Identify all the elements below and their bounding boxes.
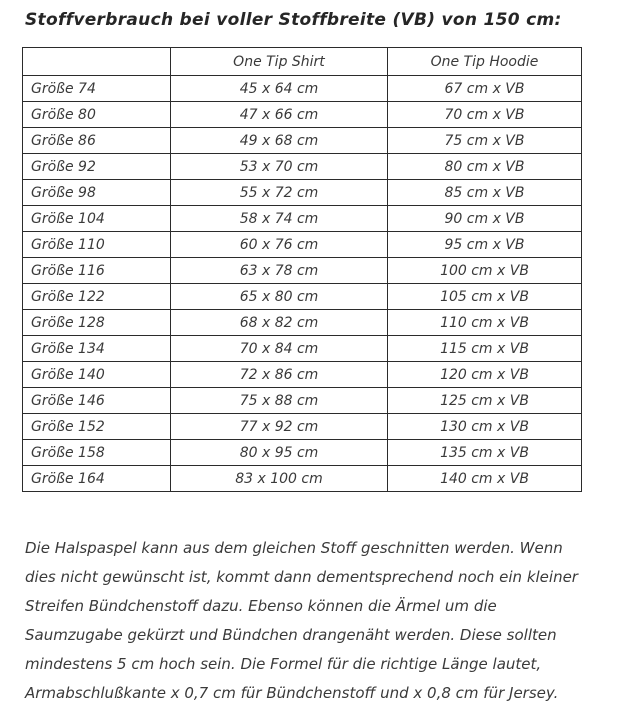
shirt-cell: 83 x 100 cm (171, 466, 388, 492)
size-cell: Größe 110 (23, 232, 171, 258)
hoodie-cell: 75 cm x VB (388, 128, 582, 154)
size-cell: Größe 128 (23, 310, 171, 336)
size-cell: Größe 158 (23, 440, 171, 466)
shirt-cell: 55 x 72 cm (171, 180, 388, 206)
fabric-consumption-table (22, 47, 582, 492)
hoodie-cell: 140 cm x VB (388, 466, 582, 492)
hoodie-cell: 95 cm x VB (388, 232, 582, 258)
notes-paragraph: Die Halspaspel kann aus dem gleichen Stoff geschnitten werden. Wenn dies nicht gewünscht ist, kommt dann dementsprechend noch ein kleiner Streifen Bündchenstoff dazu. Ebenso können die Ärmel um die Saumzugabe gekürzt und Bündchen drangenäht werden. Diese sollten mindestens 5 cm hoch sein. Die Formel für die richtige Länge lautet, Armabschlußkante x 0,7 cm für Bündchenstoff und x 0,8 cm für Jersey. (25, 539, 578, 702)
shirt-cell: 60 x 76 cm (171, 232, 388, 258)
table-row (23, 258, 582, 284)
shirt-cell: 49 x 68 cm (171, 128, 388, 154)
size-cell: Größe 116 (23, 258, 171, 284)
shirt-cell: 68 x 82 cm (171, 310, 388, 336)
hoodie-cell: 120 cm x VB (388, 362, 582, 388)
shirt-cell: 70 x 84 cm (171, 336, 388, 362)
table-row (23, 336, 582, 362)
table-row (23, 440, 582, 466)
hoodie-cell: 85 cm x VB (388, 180, 582, 206)
table-row (23, 206, 582, 232)
size-cell: Größe 140 (23, 362, 171, 388)
hoodie-cell: 90 cm x VB (388, 206, 582, 232)
column-header-shirt: One Tip Shirt (171, 48, 388, 76)
shirt-cell: 45 x 64 cm (171, 76, 388, 102)
table-row (23, 310, 582, 336)
hoodie-cell: 130 cm x VB (388, 414, 582, 440)
table-row (23, 102, 582, 128)
shirt-cell: 47 x 66 cm (171, 102, 388, 128)
table-row (23, 154, 582, 180)
column-header-size (23, 48, 171, 76)
size-cell: Größe 152 (23, 414, 171, 440)
shirt-cell: 77 x 92 cm (171, 414, 388, 440)
hoodie-cell: 115 cm x VB (388, 336, 582, 362)
shirt-cell: 80 x 95 cm (171, 440, 388, 466)
size-cell: Größe 86 (23, 128, 171, 154)
hoodie-cell: 100 cm x VB (388, 258, 582, 284)
column-header-hoodie: One Tip Hoodie (388, 48, 582, 76)
table-row (23, 388, 582, 414)
shirt-cell: 65 x 80 cm (171, 284, 388, 310)
hoodie-cell: 67 cm x VB (388, 76, 582, 102)
shirt-cell: 72 x 86 cm (171, 362, 388, 388)
table-header-row (23, 48, 582, 76)
hoodie-cell: 80 cm x VB (388, 154, 582, 180)
shirt-cell: 75 x 88 cm (171, 388, 388, 414)
page-title: Stoffverbrauch bei voller Stoffbreite (VB) von 150 cm: (25, 10, 562, 30)
table-row (23, 414, 582, 440)
size-cell: Größe 146 (23, 388, 171, 414)
table-row (23, 362, 582, 388)
table-row (23, 466, 582, 492)
shirt-cell: 63 x 78 cm (171, 258, 388, 284)
size-cell: Größe 92 (23, 154, 171, 180)
hoodie-cell: 105 cm x VB (388, 284, 582, 310)
size-cell: Größe 74 (23, 76, 171, 102)
table-row (23, 284, 582, 310)
hoodie-cell: 70 cm x VB (388, 102, 582, 128)
size-cell: Größe 80 (23, 102, 171, 128)
size-cell: Größe 164 (23, 466, 171, 492)
hoodie-cell: 110 cm x VB (388, 310, 582, 336)
table-row (23, 128, 582, 154)
table-row (23, 232, 582, 258)
size-cell: Größe 122 (23, 284, 171, 310)
size-cell: Größe 98 (23, 180, 171, 206)
shirt-cell: 53 x 70 cm (171, 154, 388, 180)
table-row (23, 76, 582, 102)
hoodie-cell: 135 cm x VB (388, 440, 582, 466)
table-row (23, 180, 582, 206)
size-cell: Größe 104 (23, 206, 171, 232)
hoodie-cell: 125 cm x VB (388, 388, 582, 414)
size-cell: Größe 134 (23, 336, 171, 362)
shirt-cell: 58 x 74 cm (171, 206, 388, 232)
